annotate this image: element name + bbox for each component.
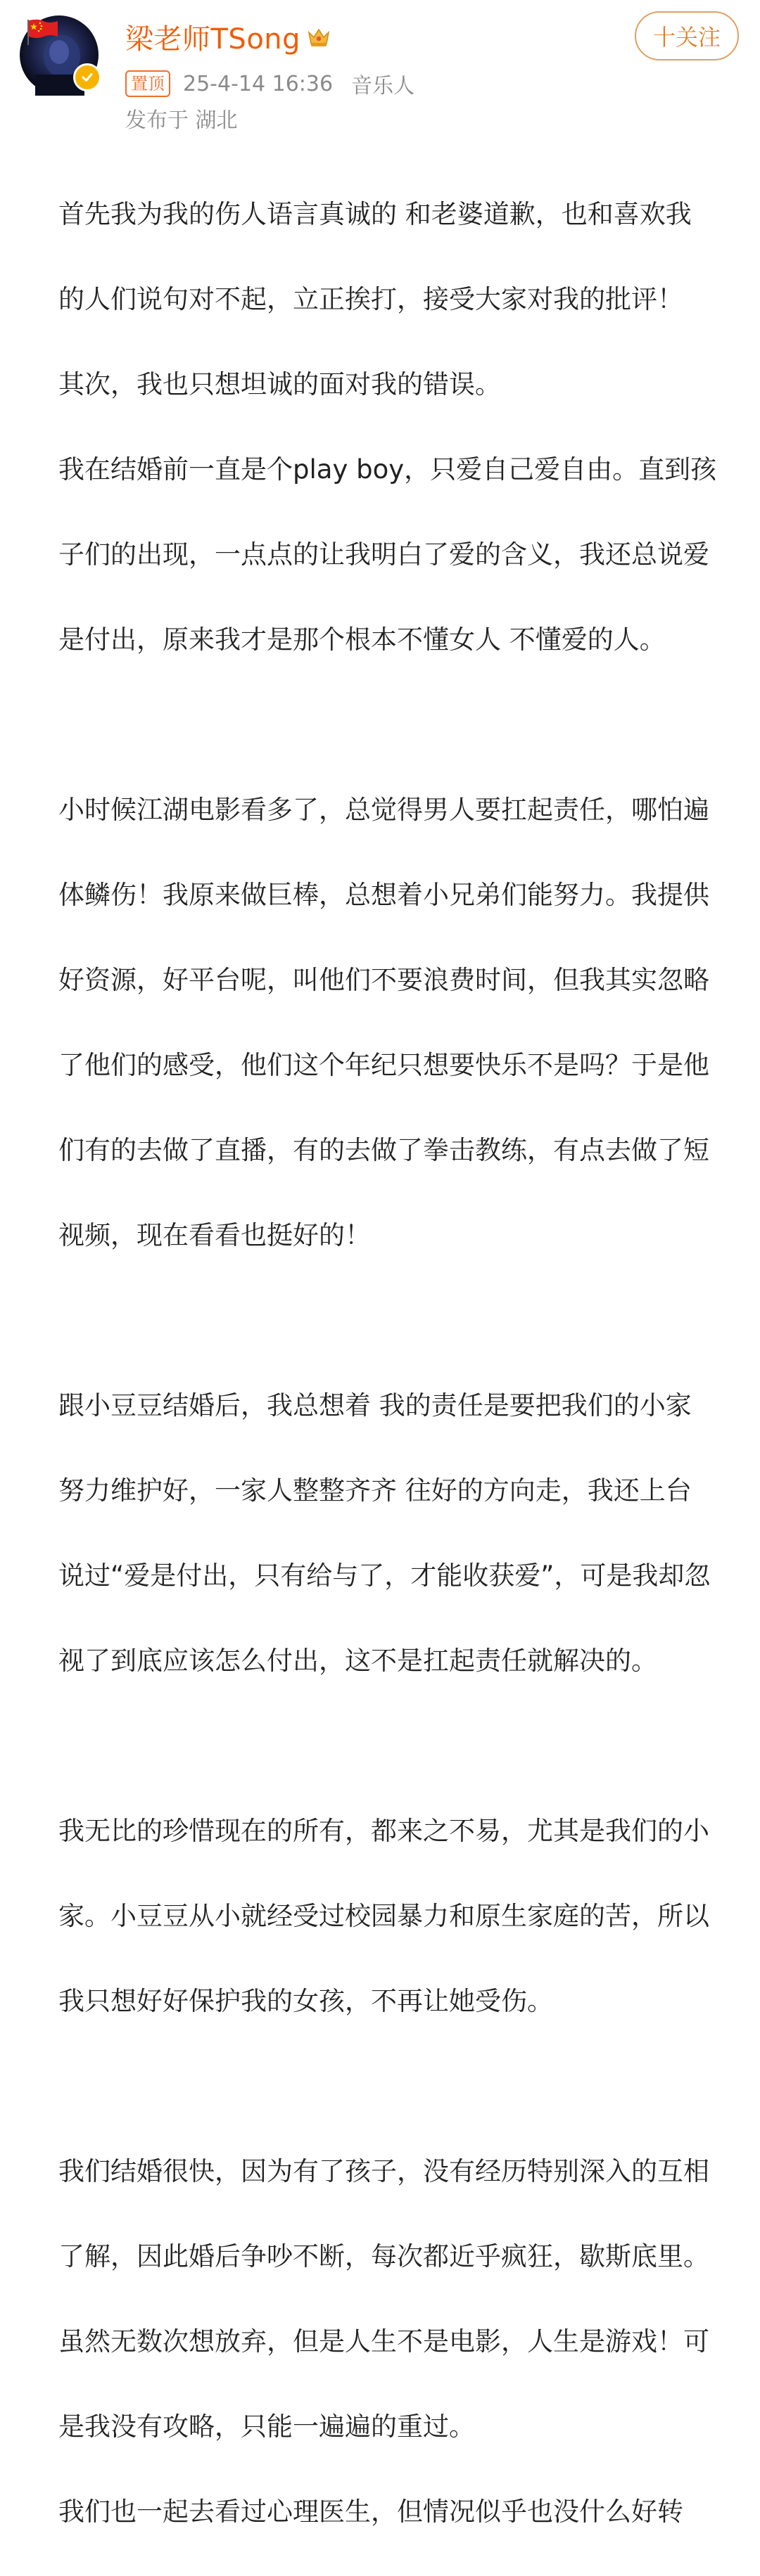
post-line: 我在结婚前一直是个play boy，只爱自己爱自由。直到孩 [58,454,717,485]
post-line: 我们也一起去看过心理医生，但情况似乎也没什么好转 [58,2496,684,2527]
post-line: 我只想好好保护我的女孩，不再让她受伤。 [58,1985,554,2016]
post-line: 好资源，好平台呢，叫他们不要浪费时间，但我其实忽略 [58,964,710,995]
post-paragraph [25,150,736,704]
pinned-badge: 置顶 [125,70,170,97]
post-line: 是付出，原来我才是那个根本不懂女人 不懂爱的人。 [58,624,666,655]
follow-button[interactable]: 十关注 [635,11,739,60]
post-timestamp: 25-4-14 16:36 [183,71,334,96]
post-line: 们有的去做了直播，有的去做了拳击教练，有点去做了短 [58,1134,710,1165]
post-line: 虽然无数次想放弃，但是人生不是电影，人生是游戏！可 [58,2326,710,2357]
post-line: 跟小豆豆结婚后，我总想着 我的责任是要把我们的小家 [58,1390,692,1421]
post-line: 小时候江湖电影看多了，总觉得男人要扛起责任，哪怕遍 [58,794,710,825]
china-flag-icon [25,17,59,45]
username-row [125,17,331,57]
post-location: 发布于 湖北 [125,108,238,133]
post-line: 首先我为我的伤人语言真诚的 和老婆道歉，也和喜欢我 [58,198,692,229]
post-line: 视了到底应该怎么付出，这不是扛起责任就解决的。 [58,1645,658,1676]
crown-icon[interactable] [306,25,331,49]
post-paragraph [25,1342,736,1725]
verified-badge-icon [73,63,101,91]
post-line: 视频，现在看看也挺好的！ [58,1219,372,1250]
post-line: 其次，我也只想坦诚的面对我的错误。 [58,369,502,399]
post-line: 了解，因此婚后争吵不断，每次都近乎疯狂，歇斯底里。 [58,2241,710,2271]
post-paragraph [25,1767,736,2065]
post-line: 家。小豆豆从小就经受过校园暴力和原生家庭的苦，所以 [58,1900,710,1931]
post-line: 体鳞伤！我原来做巨棒，总想着小兄弟们能努力。我提供 [58,879,710,910]
post-line: 是我没有攻略，只能一遍遍的重过。 [58,2411,476,2442]
post-line: 子们的出现，一点点的让我明白了爱的含义，我还总说爱 [58,539,710,570]
avatar[interactable] [20,15,99,94]
post-line: 了他们的感受，他们这个年纪只想要快乐不是吗？于是他 [58,1049,710,1080]
post-line: 说过“爱是付出，只有给与了，才能收获爱”，可是我却忽 [58,1560,711,1591]
post-source: 音乐人 [351,74,415,98]
post-paragraph [25,2108,736,2576]
username[interactable]: 梁老师TSong [125,23,301,56]
post-body [25,150,736,2576]
post-header [0,0,760,134]
post-meta [125,68,414,99]
post-paragraph [25,746,736,1300]
post-line: 的人们说句对不起，立正挨打，接受大家对我的批评！ [58,283,684,314]
post-line: 努力维护好，一家人整整齐齐 往好的方向走，我还上台 [58,1475,692,1506]
post-line: 我无比的珍惜现在的所有，都来之不易，尤其是我们的小 [58,1815,710,1846]
post-line: 我们结婚很快，因为有了孩子，没有经历特别深入的互相 [58,2155,710,2186]
